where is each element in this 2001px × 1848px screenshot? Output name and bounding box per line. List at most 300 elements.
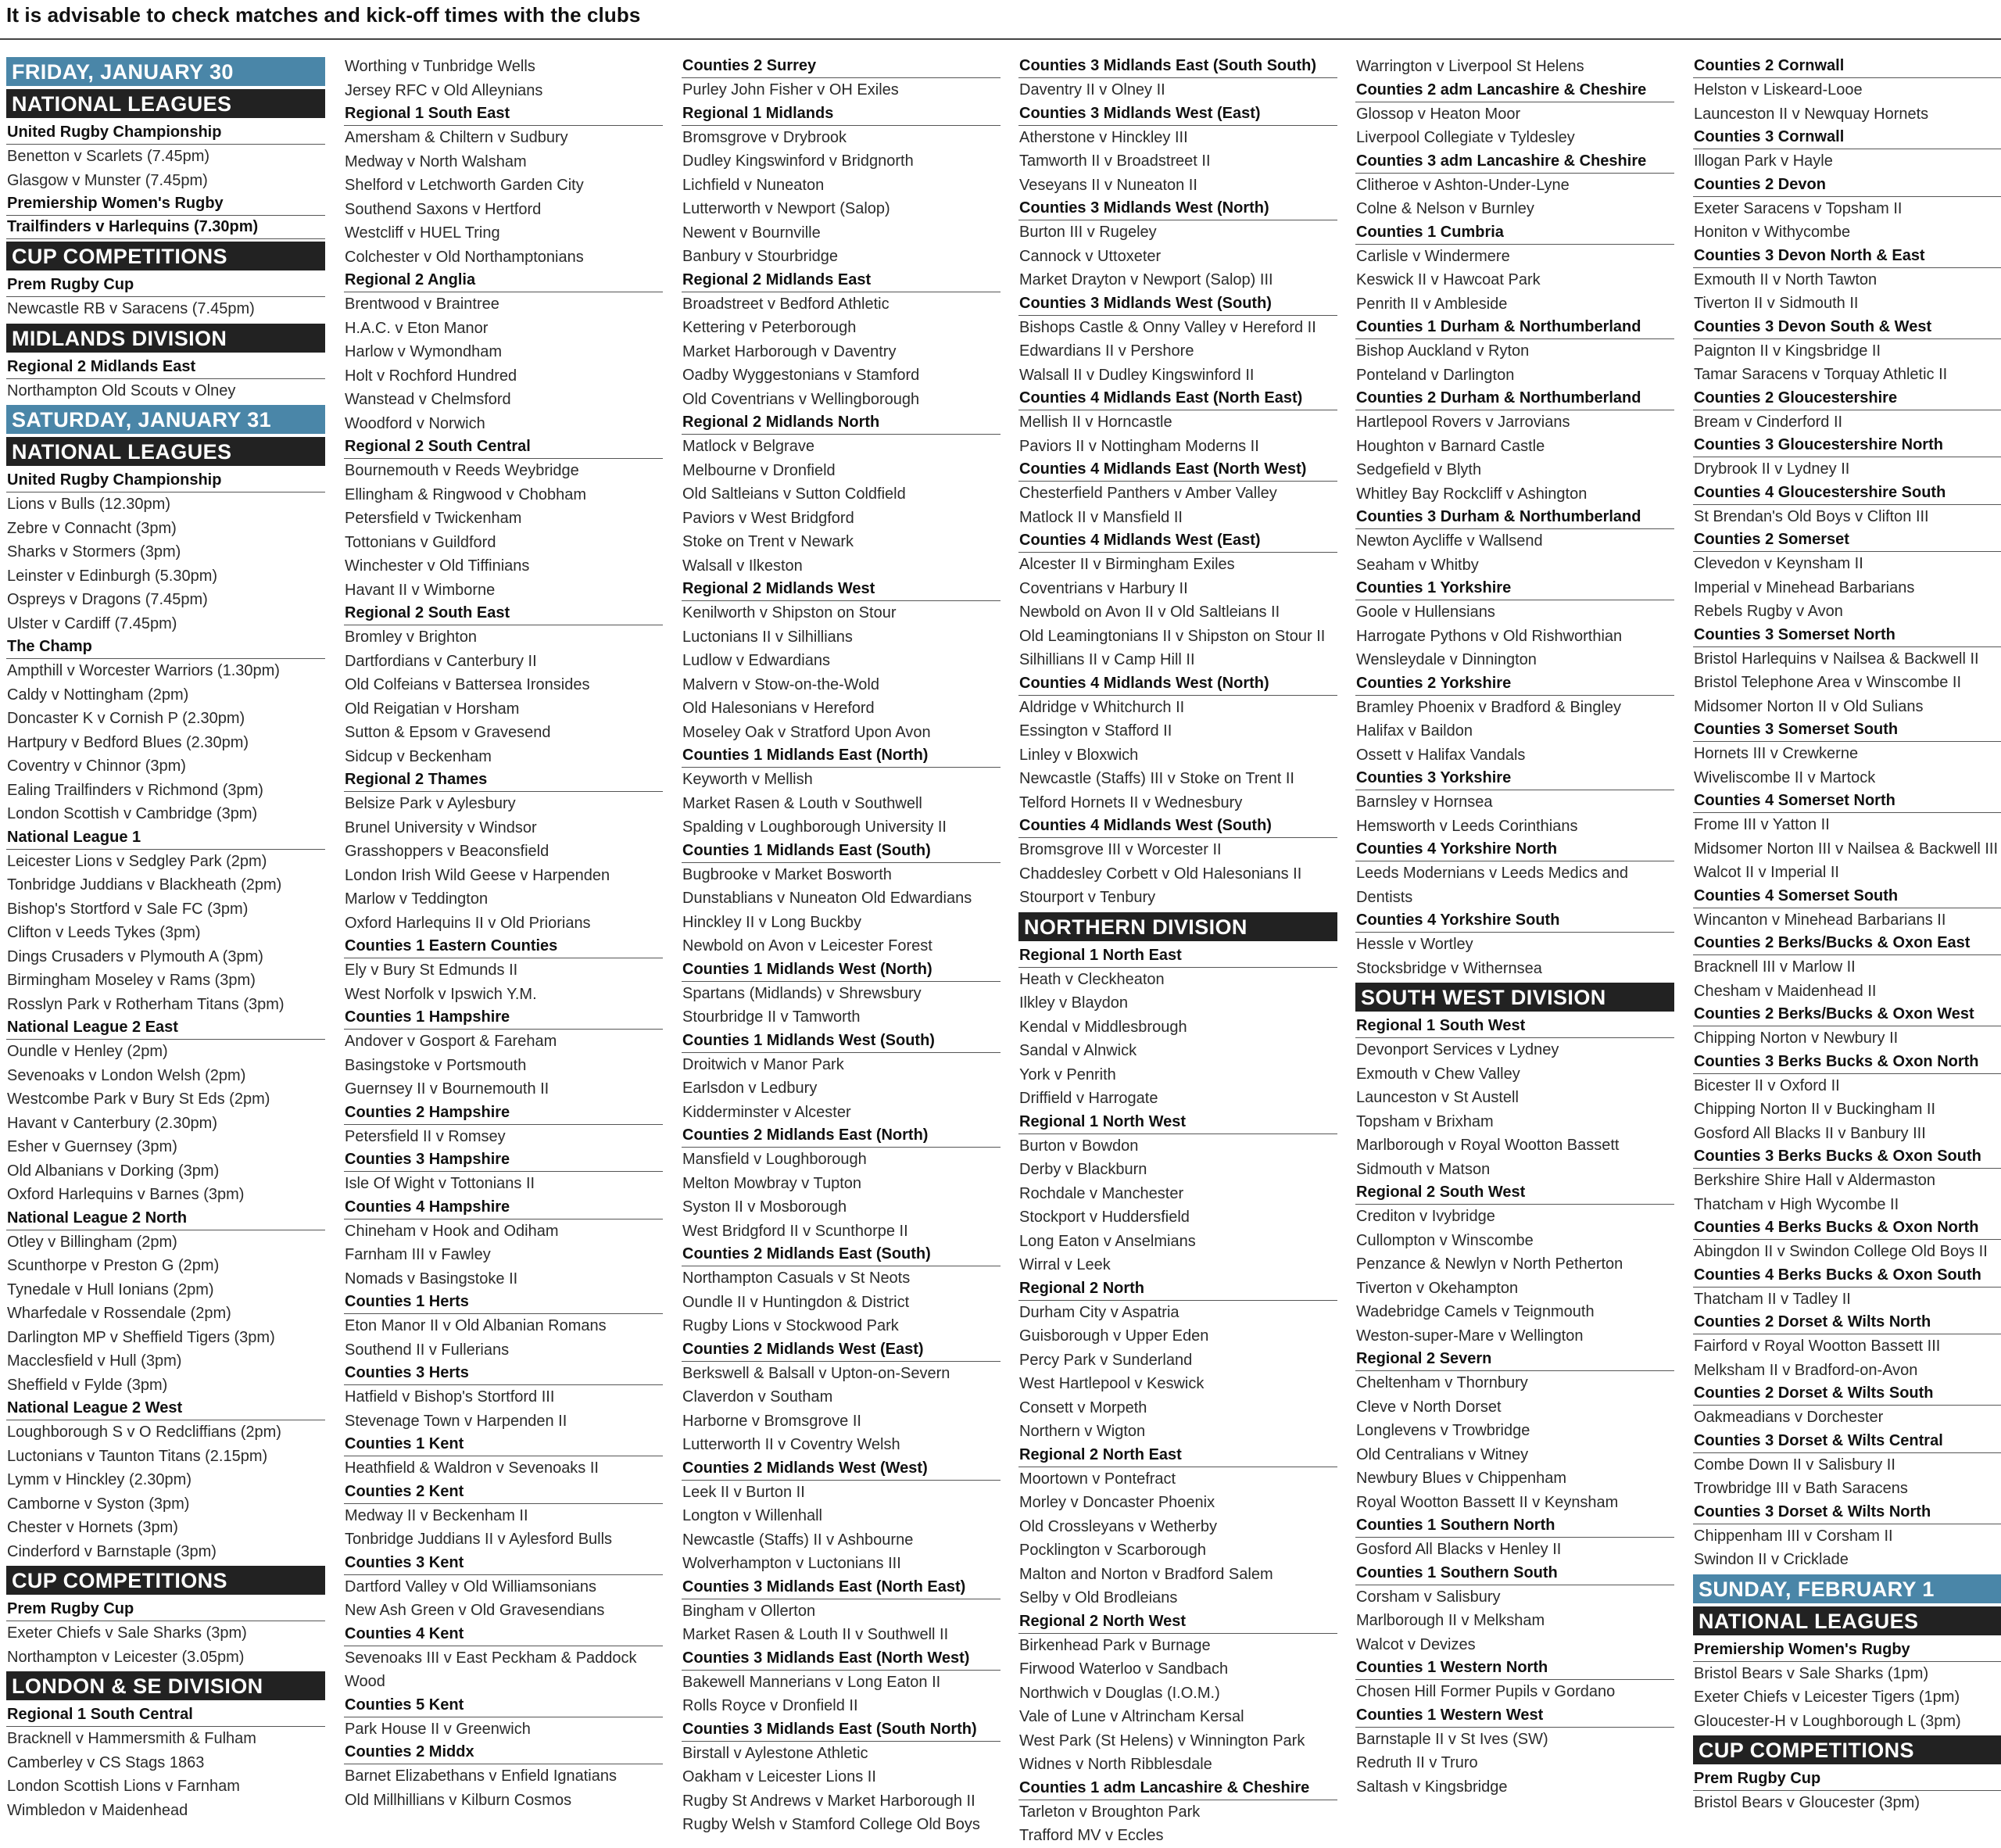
fixture-line: Sedgefield v Blyth	[1356, 461, 1482, 478]
fixture-line: Guisborough v Upper Eden	[1019, 1327, 1209, 1345]
fixture-line: Paignton II v Kingsbridge II	[1694, 342, 1881, 360]
fixture-line: Gloucester-H v Loughborough L (3pm)	[1694, 1712, 1961, 1730]
fixture-line: Tonbridge Juddians II v Aylesford Bulls	[345, 1531, 613, 1548]
fixture-line: York v Penrith	[1019, 1065, 1116, 1083]
section-banner: NATIONAL LEAGUES	[6, 89, 325, 118]
fixture-line: West Bridgford II v Scunthorpe II	[682, 1222, 908, 1240]
league-heading: Counties 4 Kent	[344, 1623, 663, 1646]
league-heading: Regional 2 North East	[1018, 1444, 1337, 1467]
league-heading: Counties 4 Midlands West (South)	[1018, 815, 1337, 838]
fixture-line: Mansfield v Loughborough	[682, 1151, 867, 1168]
league-heading: Counties 2 adm Lancashire & Cheshire	[1355, 79, 1674, 102]
league-heading: Regional 2 South Central	[344, 435, 663, 459]
fixture-line: Sharks v Stormers (3pm)	[7, 543, 181, 560]
league-heading: Regional 2 Midlands East	[682, 269, 1000, 292]
fixture-line: Stourbridge II v Tamworth	[682, 1008, 861, 1026]
fixture-line: Birkenhead Park v Burnage	[1019, 1636, 1211, 1654]
fixture-line: Andover v Gosport & Fareham	[345, 1033, 557, 1050]
fixture-line: Burton III v Rugeley	[1019, 224, 1157, 241]
league-heading: Regional 2 North West	[1018, 1610, 1337, 1634]
fixture-line: Keyworth v Mellish	[682, 771, 813, 788]
league-heading: Counties 4 Somerset North	[1693, 790, 2001, 813]
fixture-line: Redruth II v Truro	[1356, 1754, 1478, 1771]
fixture-line: Tarleton v Broughton Park	[1019, 1803, 1201, 1821]
league-heading: Regional 2 Midlands West	[682, 578, 1000, 601]
fixture-line: Melbourne v Dronfield	[682, 461, 836, 479]
league-heading: Counties 5 Kent	[344, 1694, 663, 1717]
fixture-line: Selby v Old Brodleians	[1019, 1589, 1178, 1606]
fixture-line: Corsham v Salisbury	[1356, 1588, 1501, 1606]
fixture-line: Sutton & Epsom v Gravesend	[345, 724, 551, 741]
league-heading: Regional 1 South East	[344, 102, 663, 126]
fixture-line: Cannock v Uttoxeter	[1019, 247, 1162, 265]
league-heading: Regional 1 North West	[1018, 1111, 1337, 1134]
league-heading: Counties 2 Midlands East (North)	[682, 1124, 1000, 1148]
fixture-line: Old Reigatian v Horsham	[345, 700, 520, 718]
fixture-line: Bristol Bears v Sale Sharks (1pm)	[1694, 1664, 1929, 1682]
fixture-line: Glasgow v Munster (7.45pm)	[7, 171, 208, 189]
section-banner: CUP COMPETITIONS	[6, 242, 325, 270]
fixture-line: Sandal v Alnwick	[1019, 1042, 1137, 1059]
fixture-line: Woodford v Norwich	[345, 414, 485, 432]
fixture-line: Tottonians v Guildford	[345, 533, 496, 551]
fixture-line: Dings Crusaders v Plymouth A (3pm)	[7, 947, 263, 965]
fixture-line: Worthing v Tunbridge Wells	[345, 58, 535, 75]
league-heading: Counties 2 Dorset & Wilts South	[1693, 1382, 2001, 1406]
fixture-line: Derby v Blackburn	[1019, 1161, 1147, 1178]
fixture-line: Bingham v Ollerton	[682, 1602, 816, 1620]
fixture-line: Newcastle (Staffs) II v Ashbourne	[682, 1531, 914, 1549]
day-banner: SUNDAY, FEBRUARY 1	[1693, 1574, 2001, 1603]
fixture-line: Caldy v Nottingham (2pm)	[7, 686, 189, 704]
fixture-line: Stevenage Town v Harpenden II	[345, 1412, 567, 1430]
league-heading: Counties 3 Midlands West (East)	[1018, 102, 1337, 126]
league-heading: Counties 3 Midlands East (North West)	[682, 1647, 1000, 1671]
fixture-line: Tynedale v Hull Ionians (2pm)	[7, 1280, 214, 1298]
fixture-line: Otley v Billingham (2pm)	[7, 1233, 177, 1251]
fixture-line: Old Albanians v Dorking (3pm)	[7, 1162, 220, 1180]
league-heading: Counties 3 adm Lancashire & Cheshire	[1355, 150, 1674, 174]
league-heading: Counties 1 Southern North	[1355, 1514, 1674, 1538]
fixture-line: H.A.C. v Eton Manor	[345, 319, 489, 337]
league-heading: Regional 1 Midlands	[682, 102, 1000, 126]
league-heading: Counties 1 Western North	[1355, 1656, 1674, 1680]
league-heading: Regional 2 South East	[344, 602, 663, 625]
fixture-line: Combe Down II v Salisbury II	[1694, 1456, 1895, 1474]
fixture-line: Old Centralians v Witney	[1356, 1445, 1529, 1463]
fixture-line: Ospreys v Dragons (7.45pm)	[7, 591, 208, 608]
fixture-line: Newbold on Avon II v Old Saltleians II	[1019, 603, 1280, 621]
fixture-line: Farnham III v Fawley	[345, 1246, 491, 1263]
fixture-line: Lichfield v Nuneaton	[682, 176, 825, 194]
fixture-line: Longton v Willenhall	[682, 1507, 822, 1524]
league-heading: Counties 3 Midlands West (North)	[1018, 197, 1337, 220]
fixture-line: Cinderford v Barnstaple (3pm)	[7, 1542, 217, 1560]
fixture-line: Sevenoaks v London Welsh (2pm)	[7, 1066, 246, 1084]
fixture-line: Malvern v Stow-on-the-Wold	[682, 675, 879, 693]
league-heading: Counties 1 Cumbria	[1355, 221, 1674, 245]
fixture-line: Eton Manor II v Old Albanian Romans	[345, 1317, 607, 1334]
league-heading: Counties 2 Dorset & Wilts North	[1693, 1311, 2001, 1334]
fixture-line: Wharfedale v Rossendale (2pm)	[7, 1305, 231, 1322]
fixture-line: West Norfolk v Ipswich Y.M.	[345, 985, 537, 1003]
fixture-line: Linley v Bloxwich	[1019, 746, 1139, 764]
league-heading: Counties 2 Hampshire	[344, 1101, 663, 1125]
league-heading: Counties 4 Somerset South	[1693, 885, 2001, 908]
fixture-line: Old Saltleians v Sutton Coldfield	[682, 485, 906, 503]
fixture-line: Harrogate Pythons v Old Rishworthian	[1356, 627, 1623, 645]
fixture-line: Penrith II v Ambleside	[1356, 295, 1508, 313]
fixture-line: Exmouth II v North Tawton	[1694, 270, 1878, 288]
fixture-line: Newbold on Avon v Leicester Forest	[682, 937, 932, 954]
league-heading: Counties 2 Midlands West (East)	[682, 1338, 1000, 1362]
fixture-line: Helston v Liskeard-Looe	[1694, 81, 1863, 98]
fixture-line: Hartlepool Rovers v Jarrovians	[1356, 414, 1570, 431]
fixture-line: Coventry v Chinnor (3pm)	[7, 757, 186, 775]
league-heading: Counties 3 Midlands East (North East)	[682, 1576, 1000, 1599]
fixture-line: Exeter Chiefs v Sale Sharks (3pm)	[7, 1624, 247, 1642]
fixtures-column-4	[1018, 55, 1337, 1848]
fixture-line: Camberley v CS Stags 1863	[7, 1753, 205, 1771]
fixture-line: London Scottish v Cambridge (3pm)	[7, 805, 258, 822]
fixture-line: Melksham II v Bradford-on-Avon	[1694, 1361, 1918, 1379]
fixture-line: Basingstoke v Portsmouth	[345, 1056, 527, 1074]
league-heading: Counties 3 Cornwall	[1693, 126, 2001, 149]
fixture-line: Luctonians v Taunton Titans (2.15pm)	[7, 1447, 268, 1465]
fixture-line: West Park (St Helens) v Winnington Park	[1019, 1732, 1305, 1750]
fixture-line: Hornets III v Crewkerne	[1694, 745, 1859, 762]
fixture-line: Bristol Harlequins v Nailsea & Backwell II	[1694, 650, 1979, 668]
fixture-line: Driffield v Harrogate	[1019, 1090, 1158, 1107]
fixture-line: Bramley Phoenix v Bradford & Bingley	[1356, 698, 1622, 716]
fixture-line: Southend II v Fullerians	[345, 1341, 510, 1359]
fixture-line: Abingdon II v Swindon College Old Boys II	[1694, 1243, 1988, 1260]
league-heading: Counties 2 Durham & Northumberland	[1355, 387, 1674, 410]
fixture-line: Chippenham III v Corsham II	[1694, 1527, 1893, 1545]
fixture-line: Northampton Casuals v St Neots	[682, 1270, 911, 1287]
fixture-line: Clitheroe v Ashton-Under-Lyne	[1356, 176, 1570, 194]
fixture-line: Barnet Elizabethans v Enfield Ignatians	[345, 1767, 617, 1785]
fixture-line: Newbury Blues v Chippenham	[1356, 1470, 1567, 1487]
fixture-line: Royal Wootton Bassett II v Keynsham	[1356, 1493, 1619, 1511]
fixture-line: Market Rasen & Louth v Southwell	[682, 794, 922, 812]
fixture-line: Durham City v Aspatria	[1019, 1303, 1179, 1321]
fixture-line: Market Rasen & Louth II v Southwell II	[682, 1626, 949, 1643]
fixture-line: Leek II v Burton II	[682, 1483, 805, 1501]
league-heading: Counties 4 Hampshire	[344, 1196, 663, 1219]
fixture-line: Spalding v Loughborough University II	[682, 818, 947, 836]
fixture-line: Macclesfield v Hull (3pm)	[7, 1352, 182, 1370]
fixture-line: Loughborough S v O Redcliffians (2pm)	[7, 1424, 281, 1441]
fixture-line: Dentists	[1356, 888, 1413, 906]
fixture-line: Newent v Bournville	[682, 224, 821, 242]
league-heading: Counties 1 Yorkshire	[1355, 577, 1674, 600]
fixture-line: Cullompton v Winscombe	[1356, 1231, 1534, 1249]
fixture-line: Old Leamingtonians II v Shipston on Stour II	[1019, 627, 1326, 645]
fixture-line: Bishops Castle & Onny Valley v Hereford II	[1019, 318, 1316, 336]
fixture-line: Old Coventrians v Wellingborough	[682, 390, 920, 408]
fixture-line: Midsomer Norton II v Old Sulians	[1694, 697, 1924, 715]
fixture-line: Trafford MV v Eccles	[1019, 1827, 1164, 1844]
fixture-line: Kidderminster v Alcester	[682, 1103, 851, 1121]
fixture-line: Hessle v Wortley	[1356, 936, 1473, 953]
fixture-line: Westcombe Park v Bury St Eds (2pm)	[7, 1091, 270, 1108]
fixture-line: Chester v Hornets (3pm)	[7, 1519, 178, 1536]
fixture-line: Sheffield v Fylde (3pm)	[7, 1376, 168, 1394]
fixture-line: Northampton Old Scouts v Olney	[7, 381, 236, 399]
fixture-line: Gosford All Blacks v Henley II	[1356, 1541, 1562, 1558]
fixture-line: Midsomer Norton III v Nailsea & Backwell III	[1694, 840, 1999, 858]
fixture-line: Northern v Wigton	[1019, 1423, 1146, 1440]
fixture-line: Chesham v Maidenhead II	[1694, 982, 1877, 1000]
league-heading: Counties 4 Midlands West (East)	[1018, 529, 1337, 553]
fixture-line: Widnes v North Ribblesdale	[1019, 1756, 1212, 1773]
fixture-line: Darlington MP v Sheffield Tigers (3pm)	[7, 1328, 275, 1346]
league-heading: Counties 1 Eastern Counties	[344, 935, 663, 958]
fixture-line: Wiveliscombe II v Martock	[1694, 768, 1876, 786]
fixture-line: Cheltenham v Thornbury	[1356, 1374, 1528, 1391]
fixture-line: Fairford v Royal Wootton Bassett III	[1694, 1338, 1941, 1355]
league-heading: Counties 1 adm Lancashire & Cheshire	[1018, 1777, 1337, 1800]
fixture-line: Sidmouth v Matson	[1356, 1160, 1491, 1178]
fixture-line: Banbury v Stourbridge	[682, 248, 839, 265]
fixtures-column-5	[1355, 55, 1674, 1799]
league-heading: National League 2 East	[6, 1016, 325, 1040]
fixture-line: Havant II v Wimborne	[345, 581, 496, 599]
fixture-line: Penzance & Newlyn v North Petherton	[1356, 1255, 1623, 1273]
fixture-line: Bracknell III v Marlow II	[1694, 958, 1856, 976]
fixture-line: Lymm v Hinckley (2.30pm)	[7, 1471, 192, 1488]
fixture-line: Tamar Saracens v Torquay Athletic II	[1694, 366, 1948, 383]
fixture-line: Gosford All Blacks II v Banbury III	[1694, 1124, 1926, 1142]
fixture-line: Wirral v Leek	[1019, 1256, 1111, 1273]
fixture-line: Wimbledon v Maidenhead	[7, 1801, 188, 1819]
fixture-line: Thatcham II v Tadley II	[1694, 1290, 1851, 1308]
fixture-line: Newton Aycliffe v Wallsend	[1356, 532, 1543, 550]
fixture-line: Leicester Lions v Sedgley Park (2pm)	[7, 852, 267, 870]
fixture-line: Honiton v Withycombe	[1694, 224, 1851, 241]
fixture-line: Tiverton v Okehampton	[1356, 1279, 1519, 1297]
fixture-line: Tiverton II v Sidmouth II	[1694, 295, 1859, 312]
fixture-line: Newcastle (Staffs) III v Stoke on Trent II	[1019, 770, 1294, 787]
day-banner: FRIDAY, JANUARY 30	[6, 57, 325, 86]
fixture-line: Barnsley v Hornsea	[1356, 793, 1493, 811]
league-heading: Regional 2 South West	[1355, 1181, 1674, 1205]
league-heading: Counties 1 Durham & Northumberland	[1355, 316, 1674, 339]
fixture-line: Lutterworth II v Coventry Welsh	[682, 1436, 900, 1453]
fixture-line: Marlborough v Royal Wootton Bassett	[1356, 1137, 1620, 1154]
section-banner: NATIONAL LEAGUES	[6, 437, 325, 466]
fixture-line: Ampthill v Worcester Warriors (1.30pm)	[7, 662, 280, 679]
fixture-line: Medway v North Walsham	[345, 152, 527, 170]
fixture-line: Stourport v Tenbury	[1019, 889, 1156, 906]
fixture-line: Ossett v Halifax Vandals	[1356, 746, 1526, 764]
league-heading: Regional 1 South Central	[6, 1703, 325, 1727]
league-heading: Counties 4 Berks Bucks & Oxon North	[1693, 1216, 2001, 1240]
fixture-line: West Hartlepool v Keswick	[1019, 1375, 1205, 1392]
league-heading: Regional 2 North	[1018, 1277, 1337, 1301]
fixture-line: Kettering v Peterborough	[682, 319, 857, 336]
league-heading: Counties 1 Midlands West (South)	[682, 1030, 1000, 1053]
fixture-line: Birstall v Aylestone Athletic	[682, 1744, 868, 1762]
fixture-line: Bracknell v Hammersmith & Fulham	[7, 1730, 256, 1747]
league-heading: Counties 2 Kent	[344, 1481, 663, 1504]
fixture-line: Birmingham Moseley v Rams (3pm)	[7, 972, 256, 989]
fixture-line: Old Colfeians v Battersea Ironsides	[345, 676, 590, 693]
league-heading: National League 1	[6, 826, 325, 850]
fixture-line: Tonbridge Juddians v Blackheath (2pm)	[7, 876, 282, 894]
fixture-line: Weston-super-Mare v Wellington	[1356, 1327, 1584, 1345]
fixture-line: Oxford Harlequins II v Old Priorians	[345, 914, 591, 932]
fixture-line: Melton Mowbray v Tupton	[682, 1174, 861, 1192]
fixture-line: Oadby Wyggestonians v Stamford	[682, 367, 920, 384]
fixture-line: Northampton v Leicester (3.05pm)	[7, 1648, 245, 1666]
fixture-line: Bakewell Mannerians v Long Eaton II	[682, 1673, 941, 1691]
fixture-line: Winchester v Old Tiffinians	[345, 557, 530, 575]
fixture-line: Scunthorpe v Preston G (2pm)	[7, 1257, 220, 1274]
league-heading: Counties 3 Devon North & East	[1693, 245, 2001, 268]
league-heading: Counties 2 Surrey	[682, 55, 1000, 78]
league-heading: Counties 3 Midlands East (South South)	[1018, 55, 1337, 78]
league-heading: Counties 1 Midlands East (North)	[682, 744, 1000, 768]
fixture-line: Barnstaple II v St Ives (SW)	[1356, 1730, 1548, 1748]
league-heading: Counties 3 Berks Bucks & Oxon South	[1693, 1145, 2001, 1169]
league-heading: Counties 3 Yorkshire	[1355, 767, 1674, 790]
fixture-line: Market Harborough v Daventry	[682, 342, 897, 360]
fixture-line: Wincanton v Minehead Barbarians II	[1694, 911, 1946, 929]
fixture-line: Brentwood v Braintree	[345, 295, 499, 313]
fixture-line: Spartans (Midlands) v Shrewsbury	[682, 984, 922, 1002]
fixture-line: Burton v Bowdon	[1019, 1137, 1139, 1155]
fixture-line: Matlock II v Mansfield II	[1019, 508, 1183, 526]
fixture-line: Sidcup v Beckenham	[345, 747, 492, 765]
fixture-line: Colne & Nelson v Burnley	[1356, 200, 1534, 217]
fixture-line: Long Eaton v Anselmians	[1019, 1232, 1196, 1250]
fixture-line: Oxford Harlequins v Barnes (3pm)	[7, 1186, 245, 1203]
fixture-line: Longlevens v Trowbridge	[1356, 1422, 1530, 1439]
fixture-line: Ulster v Cardiff (7.45pm)	[7, 614, 177, 632]
fixture-line: Glossop v Heaton Moor	[1356, 105, 1521, 123]
fixture-line: Heath v Cleckheaton	[1019, 970, 1165, 988]
league-heading: Counties 3 Midlands West (South)	[1018, 292, 1337, 316]
fixture-line: Chineham v Hook and Odiham	[345, 1222, 559, 1240]
league-heading: Counties 3 Devon South & West	[1693, 316, 2001, 339]
fixture-line: Hartpury v Bedford Blues (2.30pm)	[7, 733, 249, 751]
league-heading: Counties 3 Gloucestershire North	[1693, 434, 2001, 457]
fixture-line: New Ash Green v Old Gravesendians	[345, 1602, 605, 1619]
fixture-line: Clevedon v Keynsham II	[1694, 555, 1863, 572]
fixture-line: Frome III v Yatton II	[1694, 816, 1830, 833]
fixture-line: Goole v Hullensians	[1356, 603, 1495, 621]
fixture-line: Rebels Rugby v Avon	[1694, 603, 1843, 620]
fixture-line: Bournemouth v Reeds Weybridge	[345, 462, 579, 479]
league-heading: Counties 1 Western West	[1355, 1704, 1674, 1728]
fixture-line: Rugby Lions v Stockwood Park	[682, 1317, 899, 1334]
fixture-line: Bristol Bears v Gloucester (3pm)	[1694, 1794, 1920, 1811]
fixture-line: Leeds Modernians v Leeds Medics and	[1356, 865, 1628, 882]
league-heading: Premiership Women's Rugby	[6, 192, 325, 216]
league-heading: Counties 4 Midlands East (North West)	[1018, 458, 1337, 482]
fixture-line: Oundle v Henley (2pm)	[7, 1043, 168, 1060]
fixture-line: Isle Of Wight v Tottonians II	[345, 1175, 535, 1192]
fixture-line: Exeter Chiefs v Leicester Tigers (1pm)	[1694, 1689, 1960, 1706]
league-heading: Counties 2 Yorkshire	[1355, 672, 1674, 696]
league-heading: Counties 3 Midlands East (South North)	[682, 1718, 1000, 1742]
league-heading: Counties 3 Dorset & Wilts Central	[1693, 1430, 2001, 1453]
fixture-line: Old Crossleyans v Wetherby	[1019, 1517, 1218, 1535]
fixture-line: Bromley v Brighton	[345, 629, 477, 646]
section-banner: NATIONAL LEAGUES	[1693, 1606, 2001, 1635]
league-heading: United Rugby Championship	[6, 469, 325, 492]
fixture-line: Essington v Stafford II	[1019, 722, 1172, 740]
fixture-line: Matlock v Belgrave	[682, 438, 814, 455]
fixture-line: Leinster v Edinburgh (5.30pm)	[7, 567, 218, 585]
league-heading: Counties 2 Berks/Bucks & Oxon East	[1693, 932, 2001, 955]
league-heading: Regional 1 North East	[1018, 944, 1337, 968]
fixture-line: Walcot v Devizes	[1356, 1635, 1476, 1653]
fixture-line: Paviors v West Bridgford	[682, 509, 854, 527]
section-banner: CUP COMPETITIONS	[6, 1566, 325, 1595]
fixture-line: Marlborough II v Melksham	[1356, 1612, 1545, 1629]
league-heading: Counties 4 Yorkshire South	[1355, 909, 1674, 933]
fixture-line: Moseley Oak v Stratford Upon Avon	[682, 723, 931, 741]
fixture-line: Exmouth v Chew Valley	[1356, 1065, 1520, 1083]
fixture-line: Ely v Bury St Edmunds II	[345, 962, 518, 979]
fixture-line: Bicester II v Oxford II	[1694, 1076, 1840, 1094]
fixture-line: Saltash v Kingsbridge	[1356, 1778, 1508, 1796]
fixture-line: Alcester II v Birmingham Exiles	[1019, 556, 1235, 573]
league-heading: Counties 1 Midlands West (North)	[682, 958, 1000, 982]
league-heading: Regional 2 Anglia	[344, 269, 663, 292]
fixture-line: Cleve v North Dorset	[1356, 1398, 1502, 1416]
league-heading: National League 2 West	[6, 1397, 325, 1420]
fixture-line: Daventry II v Olney II	[1019, 81, 1165, 98]
fixture-line: Wensleydale v Dinnington	[1356, 651, 1537, 668]
league-heading: Regional 2 Thames	[344, 768, 663, 792]
league-heading: Counties 1 Hampshire	[344, 1006, 663, 1030]
league-heading: Counties 2 Devon	[1693, 174, 2001, 197]
fixture-line: Stoke on Trent v Newark	[682, 533, 854, 550]
league-heading: Counties 2 Middx	[344, 1741, 663, 1764]
fixture-line: Exeter Saracens v Topsham II	[1694, 199, 1903, 217]
fixture-line: Bishop Auckland v Ryton	[1356, 342, 1530, 360]
fixture-line: Imperial v Minehead Barbarians	[1694, 578, 1915, 596]
fixture-line: Whitley Bay Rockcliff v Ashington	[1356, 485, 1588, 503]
fixture-line: Walsall II v Dudley Kingswinford II	[1019, 366, 1255, 384]
fixture-line: Firwood Waterloo v Sandbach	[1019, 1660, 1229, 1678]
fixture-line: Houghton v Barnard Castle	[1356, 437, 1545, 455]
fixture-line: Oakmeadians v Dorchester	[1694, 1409, 1884, 1426]
fixture-line: Launceston II v Newquay Hornets	[1694, 105, 1929, 123]
fixtures-column-3	[682, 55, 1000, 1837]
fixture-line: Sevenoaks III v East Peckham & Paddock	[345, 1649, 637, 1667]
league-heading: Counties 4 Midlands East (North East)	[1018, 387, 1337, 410]
league-heading: Regional 2 Midlands East	[6, 356, 325, 379]
fixture-line: Walcot II v Imperial II	[1694, 864, 1839, 881]
fixture-line: Stockport v Huddersfield	[1019, 1209, 1190, 1226]
league-heading: Premiership Women's Rugby	[1693, 1638, 2001, 1662]
fixture-line: Rolls Royce v Dronfield II	[682, 1697, 858, 1714]
fixture-line: Liverpool Collegiate v Tyldesley	[1356, 129, 1575, 146]
fixture-line: Nomads v Basingstoke II	[345, 1270, 518, 1288]
fixture-line: Berkshire Shire Hall v Aldermaston	[1694, 1172, 1936, 1189]
league-heading: Prem Rugby Cup	[6, 1598, 325, 1621]
fixture-line: Esher v Guernsey (3pm)	[7, 1138, 177, 1155]
fixture-line: Chipping Norton II v Buckingham II	[1694, 1101, 1936, 1118]
league-heading: Regional 1 South West	[1355, 1015, 1674, 1038]
fixture-line: Silhillians II v Camp Hill II	[1019, 651, 1195, 668]
fixture-line: Carlisle v Windermere	[1356, 247, 1510, 265]
